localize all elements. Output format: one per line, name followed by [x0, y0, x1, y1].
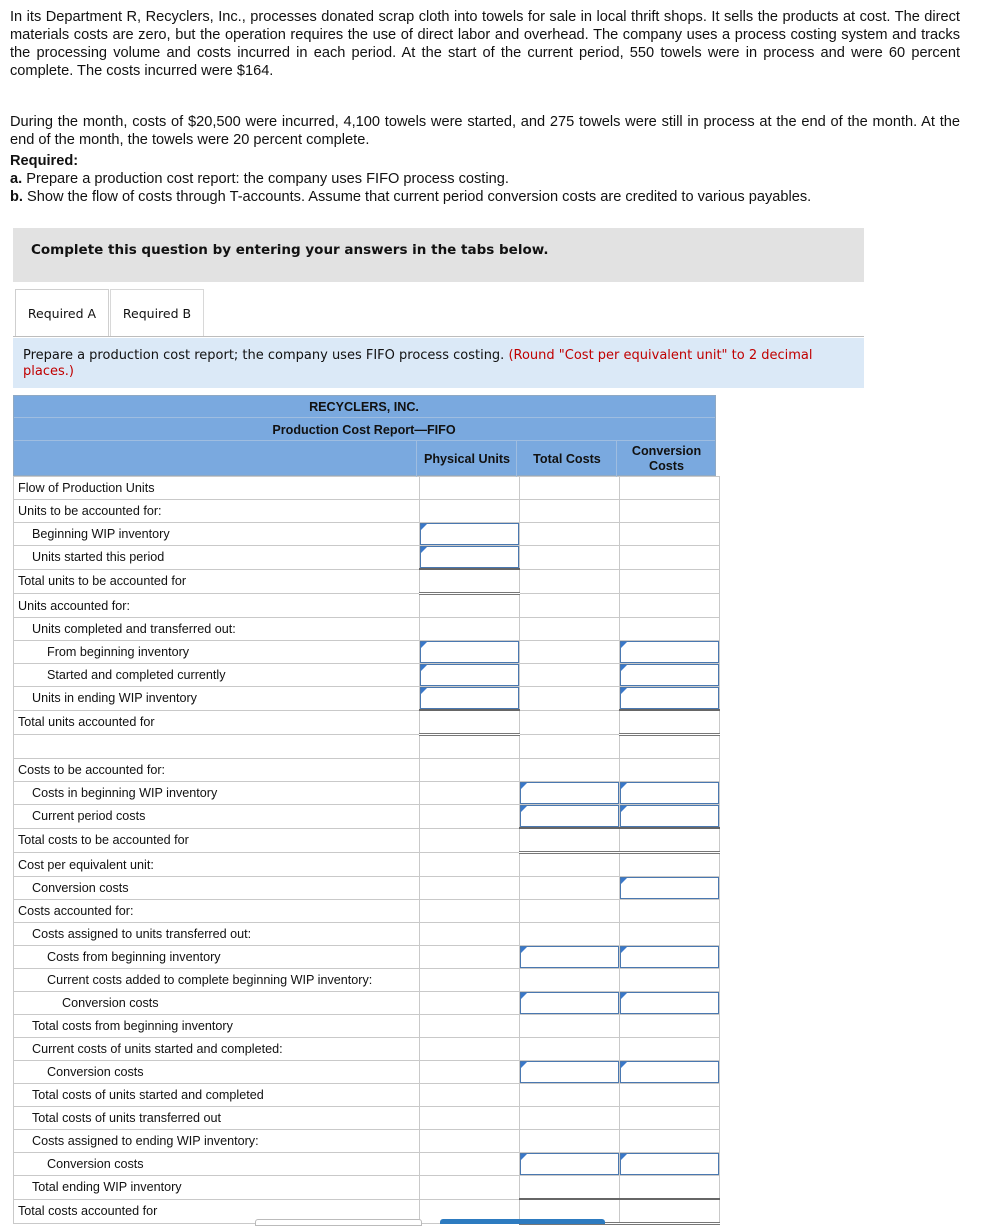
next-nav-button[interactable] — [440, 1219, 605, 1224]
costs-from-beg-conv-input[interactable] — [620, 946, 719, 968]
table-row: Conversion costs — [14, 877, 720, 900]
from-beg-conv-input[interactable] — [620, 641, 719, 663]
problem-text-2: During the month, costs of $20,500 were incurred, 4,100 towels were started, and 275 towels were still in process at the end of the month. At the end of the month, the towels were 20 percent complete. — [10, 113, 960, 148]
table-row: Total costs of units started and completed — [14, 1084, 720, 1107]
table-row: Beginning WIP inventory — [14, 523, 720, 546]
table-row: Flow of Production Units — [14, 477, 720, 500]
current-costs-total-input[interactable] — [520, 805, 619, 827]
table-row: Costs accounted for: — [14, 900, 720, 923]
added-conv-input[interactable] — [620, 992, 719, 1014]
sc-conv-total-input[interactable] — [520, 1061, 619, 1083]
col-total-costs: Total Costs — [516, 441, 617, 477]
table-row: Units started this period — [14, 546, 720, 570]
production-cost-report — [13, 395, 716, 1225]
beg-wip-units-input[interactable] — [420, 523, 519, 545]
table-row: Total costs from beginning inventory — [14, 1015, 720, 1038]
costs-beg-conv-input[interactable] — [620, 782, 719, 804]
end-conv-total-input[interactable] — [520, 1153, 619, 1175]
added-conv-total-input[interactable] — [520, 992, 619, 1014]
required-a: a. Prepare a production cost report: the company uses FIFO process costing. — [10, 171, 509, 187]
banner-text: Complete this question by entering your answers in the tabs below. — [31, 242, 549, 258]
table-row: Costs from beginning inventory — [14, 946, 720, 969]
from-beg-units-input[interactable] — [420, 641, 519, 663]
table-row: Total costs accounted for — [14, 1199, 720, 1224]
report-header — [13, 395, 716, 476]
table-row: Total costs of units transferred out — [14, 1107, 720, 1130]
sc-conv-input[interactable] — [620, 1061, 719, 1083]
started-completed-units-input[interactable] — [420, 664, 519, 686]
table-row: Conversion costs — [14, 992, 720, 1015]
end-wip-conv-input[interactable] — [620, 687, 719, 709]
end-conv-input[interactable] — [620, 1153, 719, 1175]
tab-required-a[interactable]: Required A — [15, 289, 109, 337]
table-row — [14, 735, 720, 759]
table-row: Costs to be accounted for: — [14, 759, 720, 782]
table-row: From beginning inventory — [14, 641, 720, 664]
table-row: Units in ending WIP inventory — [14, 687, 720, 711]
required-label: Required: — [10, 153, 79, 169]
cpeu-conv-input[interactable] — [620, 877, 719, 899]
tab-divider — [13, 336, 864, 337]
table-row: Units to be accounted for: — [14, 500, 720, 523]
table-row: Cost per equivalent unit: — [14, 853, 720, 877]
prev-nav-button[interactable] — [255, 1219, 422, 1226]
report-table — [13, 476, 720, 1225]
costs-from-beg-total-input[interactable] — [520, 946, 619, 968]
required-b: b. Show the flow of costs through T-accounts. Assume that current period conversion costs are credited to various payables. — [10, 189, 812, 205]
table-row: Started and completed currently — [14, 664, 720, 687]
rounding-note: (Round "Cost per equivalent unit" to 2 decimal places.) — [23, 348, 813, 379]
question-instruction — [13, 338, 864, 388]
current-costs-conv-input[interactable] — [620, 805, 719, 827]
table-row: Total units to be accounted for — [14, 569, 720, 594]
table-row: Current period costs — [14, 805, 720, 829]
table-row: Units accounted for: — [14, 594, 720, 618]
table-row: Units completed and transferred out: — [14, 618, 720, 641]
problem-paragraph-1 — [10, 8, 960, 80]
table-row: Costs in beginning WIP inventory — [14, 782, 720, 805]
col-physical-units: Physical Units — [416, 441, 517, 477]
table-row: Current costs added to complete beginning WIP inventory: — [14, 969, 720, 992]
started-completed-conv-input[interactable] — [620, 664, 719, 686]
units-started-input[interactable] — [420, 546, 519, 568]
problem-text-1: In its Department R, Recyclers, Inc., processes donated scrap cloth into towels for sale in local thrift shops. It sells the products at cost. The direct materials costs are zero, but the operation requires the use of direct labor and overhead. The company uses a process costing system and tracks the processing volume and costs incurred in each period. At the start of the current period, 550 towels were in process and were 60 percent complete. The costs incurred were $164. — [10, 9, 960, 79]
table-row: Total costs to be accounted for — [14, 828, 720, 853]
instruction-text: Prepare a production cost report; the company uses FIFO process costing. — [23, 348, 505, 363]
report-company: RECYCLERS, INC. — [309, 400, 419, 414]
table-row: Total ending WIP inventory — [14, 1176, 720, 1200]
instructions-banner — [13, 228, 864, 282]
table-row: Conversion costs — [14, 1061, 720, 1084]
end-wip-units-input[interactable] — [420, 687, 519, 709]
table-row: Conversion costs — [14, 1153, 720, 1176]
table-row: Current costs of units started and completed: — [14, 1038, 720, 1061]
col-conversion-costs: Conversion Costs — [616, 441, 716, 477]
costs-beg-total-input[interactable] — [520, 782, 619, 804]
tab-required-b[interactable]: Required B — [110, 289, 204, 337]
report-title: Production Cost Report—FIFO — [272, 423, 456, 437]
table-row: Costs assigned to units transferred out: — [14, 923, 720, 946]
table-row: Costs assigned to ending WIP inventory: — [14, 1130, 720, 1153]
table-row: Total units accounted for — [14, 710, 720, 735]
required-section — [10, 152, 960, 206]
